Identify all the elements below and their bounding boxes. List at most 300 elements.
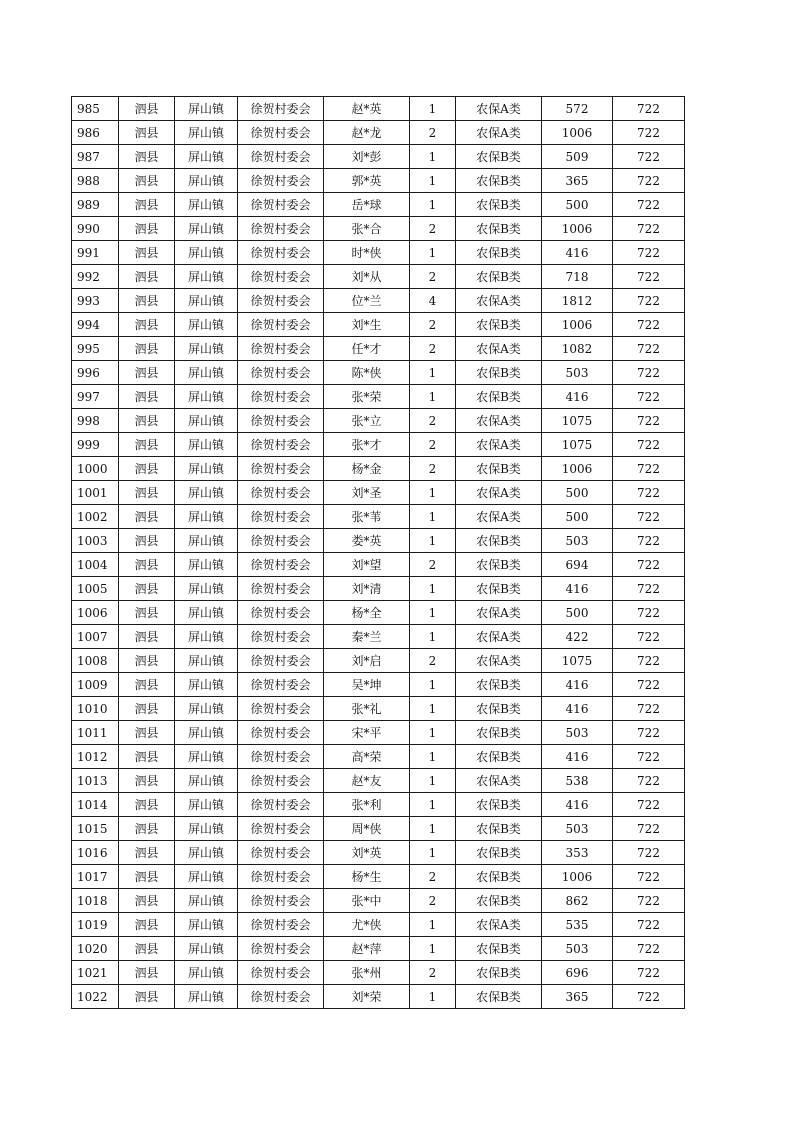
table-row [72, 625, 685, 649]
household-count-cell: 2 [410, 649, 456, 673]
code-cell: 722 [613, 265, 685, 289]
code-cell: 722 [613, 769, 685, 793]
household-count-cell: 2 [410, 121, 456, 145]
code-cell: 722 [613, 481, 685, 505]
town-cell: 屏山镇 [175, 937, 238, 961]
village-cell: 徐贺村委会 [238, 601, 324, 625]
category-cell: 农保B类 [456, 241, 542, 265]
town-cell: 屏山镇 [175, 409, 238, 433]
village-cell: 徐贺村委会 [238, 193, 324, 217]
table-row [72, 313, 685, 337]
code-cell: 722 [613, 793, 685, 817]
county-cell: 泗县 [119, 865, 175, 889]
amount-cell: 694 [542, 553, 613, 577]
village-cell: 徐贺村委会 [238, 265, 324, 289]
code-cell: 722 [613, 361, 685, 385]
county-cell: 泗县 [119, 721, 175, 745]
household-count-cell: 2 [410, 433, 456, 457]
amount-cell: 572 [542, 97, 613, 121]
category-cell: 农保B类 [456, 169, 542, 193]
category-cell: 农保B类 [456, 793, 542, 817]
town-cell: 屏山镇 [175, 721, 238, 745]
name-cell: 刘*望 [324, 553, 410, 577]
row-number-cell: 997 [72, 385, 119, 409]
name-cell: 张*荣 [324, 385, 410, 409]
village-cell: 徐贺村委会 [238, 529, 324, 553]
name-cell: 刘*英 [324, 841, 410, 865]
village-cell: 徐贺村委会 [238, 361, 324, 385]
village-cell: 徐贺村委会 [238, 313, 324, 337]
county-cell: 泗县 [119, 529, 175, 553]
table-row [72, 601, 685, 625]
row-number-cell: 1008 [72, 649, 119, 673]
amount-cell: 1075 [542, 409, 613, 433]
code-cell: 722 [613, 97, 685, 121]
village-cell: 徐贺村委会 [238, 889, 324, 913]
category-cell: 农保B类 [456, 145, 542, 169]
village-cell: 徐贺村委会 [238, 553, 324, 577]
amount-cell: 416 [542, 745, 613, 769]
household-count-cell: 1 [410, 577, 456, 601]
household-count-cell: 1 [410, 385, 456, 409]
county-cell: 泗县 [119, 193, 175, 217]
town-cell: 屏山镇 [175, 313, 238, 337]
household-count-cell: 1 [410, 985, 456, 1009]
village-cell: 徐贺村委会 [238, 721, 324, 745]
name-cell: 周*侠 [324, 817, 410, 841]
table-row [72, 961, 685, 985]
row-number-cell: 986 [72, 121, 119, 145]
table-row [72, 433, 685, 457]
table-row [72, 385, 685, 409]
code-cell: 722 [613, 865, 685, 889]
amount-cell: 503 [542, 937, 613, 961]
county-cell: 泗县 [119, 937, 175, 961]
table-row [72, 769, 685, 793]
town-cell: 屏山镇 [175, 865, 238, 889]
county-cell: 泗县 [119, 769, 175, 793]
table-row [72, 529, 685, 553]
code-cell: 722 [613, 841, 685, 865]
county-cell: 泗县 [119, 169, 175, 193]
county-cell: 泗县 [119, 817, 175, 841]
code-cell: 722 [613, 937, 685, 961]
code-cell: 722 [613, 673, 685, 697]
name-cell: 赵*龙 [324, 121, 410, 145]
code-cell: 722 [613, 409, 685, 433]
village-cell: 徐贺村委会 [238, 745, 324, 769]
category-cell: 农保B类 [456, 385, 542, 409]
household-count-cell: 1 [410, 793, 456, 817]
town-cell: 屏山镇 [175, 745, 238, 769]
name-cell: 岳*球 [324, 193, 410, 217]
category-cell: 农保A类 [456, 649, 542, 673]
code-cell: 722 [613, 745, 685, 769]
category-cell: 农保B类 [456, 313, 542, 337]
household-count-cell: 2 [410, 457, 456, 481]
row-number-cell: 995 [72, 337, 119, 361]
county-cell: 泗县 [119, 337, 175, 361]
name-cell: 杨*全 [324, 601, 410, 625]
category-cell: 农保B类 [456, 265, 542, 289]
row-number-cell: 1009 [72, 673, 119, 697]
county-cell: 泗县 [119, 793, 175, 817]
village-cell: 徐贺村委会 [238, 673, 324, 697]
village-cell: 徐贺村委会 [238, 577, 324, 601]
county-cell: 泗县 [119, 649, 175, 673]
row-number-cell: 1011 [72, 721, 119, 745]
code-cell: 722 [613, 169, 685, 193]
amount-cell: 538 [542, 769, 613, 793]
table-row [72, 985, 685, 1009]
amount-cell: 1006 [542, 121, 613, 145]
name-cell: 张*苇 [324, 505, 410, 529]
household-count-cell: 1 [410, 169, 456, 193]
town-cell: 屏山镇 [175, 625, 238, 649]
category-cell: 农保B类 [456, 577, 542, 601]
row-number-cell: 1013 [72, 769, 119, 793]
code-cell: 722 [613, 433, 685, 457]
town-cell: 屏山镇 [175, 673, 238, 697]
town-cell: 屏山镇 [175, 457, 238, 481]
amount-cell: 696 [542, 961, 613, 985]
row-number-cell: 1001 [72, 481, 119, 505]
town-cell: 屏山镇 [175, 265, 238, 289]
table-row [72, 121, 685, 145]
row-number-cell: 1005 [72, 577, 119, 601]
village-cell: 徐贺村委会 [238, 97, 324, 121]
code-cell: 722 [613, 601, 685, 625]
household-count-cell: 1 [410, 601, 456, 625]
code-cell: 722 [613, 145, 685, 169]
category-cell: 农保B类 [456, 745, 542, 769]
amount-cell: 1006 [542, 313, 613, 337]
table-row [72, 793, 685, 817]
town-cell: 屏山镇 [175, 913, 238, 937]
amount-cell: 1082 [542, 337, 613, 361]
county-cell: 泗县 [119, 121, 175, 145]
town-cell: 屏山镇 [175, 769, 238, 793]
household-count-cell: 2 [410, 865, 456, 889]
amount-cell: 365 [542, 169, 613, 193]
household-count-cell: 1 [410, 361, 456, 385]
name-cell: 高*荣 [324, 745, 410, 769]
name-cell: 刘*圣 [324, 481, 410, 505]
category-cell: 农保B类 [456, 529, 542, 553]
town-cell: 屏山镇 [175, 481, 238, 505]
county-cell: 泗县 [119, 505, 175, 529]
table-row [72, 145, 685, 169]
amount-cell: 365 [542, 985, 613, 1009]
town-cell: 屏山镇 [175, 577, 238, 601]
amount-cell: 500 [542, 505, 613, 529]
village-cell: 徐贺村委会 [238, 841, 324, 865]
county-cell: 泗县 [119, 985, 175, 1009]
name-cell: 赵*萍 [324, 937, 410, 961]
name-cell: 赵*英 [324, 97, 410, 121]
county-cell: 泗县 [119, 961, 175, 985]
table-row [72, 913, 685, 937]
row-number-cell: 994 [72, 313, 119, 337]
town-cell: 屏山镇 [175, 217, 238, 241]
amount-cell: 353 [542, 841, 613, 865]
table-row [72, 889, 685, 913]
village-cell: 徐贺村委会 [238, 241, 324, 265]
household-count-cell: 1 [410, 193, 456, 217]
town-cell: 屏山镇 [175, 553, 238, 577]
code-cell: 722 [613, 217, 685, 241]
category-cell: 农保A类 [456, 409, 542, 433]
village-cell: 徐贺村委会 [238, 769, 324, 793]
name-cell: 张*才 [324, 433, 410, 457]
village-cell: 徐贺村委会 [238, 337, 324, 361]
town-cell: 屏山镇 [175, 241, 238, 265]
county-cell: 泗县 [119, 289, 175, 313]
row-number-cell: 1004 [72, 553, 119, 577]
table-row [72, 841, 685, 865]
name-cell: 刘*生 [324, 313, 410, 337]
table-row [72, 337, 685, 361]
row-number-cell: 987 [72, 145, 119, 169]
name-cell: 张*合 [324, 217, 410, 241]
household-count-cell: 1 [410, 745, 456, 769]
town-cell: 屏山镇 [175, 529, 238, 553]
household-count-cell: 1 [410, 721, 456, 745]
category-cell: 农保B类 [456, 193, 542, 217]
category-cell: 农保A类 [456, 601, 542, 625]
name-cell: 时*侠 [324, 241, 410, 265]
amount-cell: 1812 [542, 289, 613, 313]
category-cell: 农保B类 [456, 553, 542, 577]
household-count-cell: 1 [410, 673, 456, 697]
row-number-cell: 993 [72, 289, 119, 313]
village-cell: 徐贺村委会 [238, 145, 324, 169]
row-number-cell: 1002 [72, 505, 119, 529]
table-row [72, 937, 685, 961]
row-number-cell: 1007 [72, 625, 119, 649]
name-cell: 刘*从 [324, 265, 410, 289]
village-cell: 徐贺村委会 [238, 625, 324, 649]
table-row [72, 169, 685, 193]
town-cell: 屏山镇 [175, 193, 238, 217]
row-number-cell: 990 [72, 217, 119, 241]
category-cell: 农保A类 [456, 97, 542, 121]
household-count-cell: 2 [410, 553, 456, 577]
category-cell: 农保B类 [456, 961, 542, 985]
category-cell: 农保B类 [456, 817, 542, 841]
code-cell: 722 [613, 529, 685, 553]
row-number-cell: 991 [72, 241, 119, 265]
name-cell: 刘*彭 [324, 145, 410, 169]
table-row [72, 361, 685, 385]
category-cell: 农保B类 [456, 841, 542, 865]
household-count-cell: 1 [410, 625, 456, 649]
category-cell: 农保B类 [456, 865, 542, 889]
category-cell: 农保A类 [456, 769, 542, 793]
category-cell: 农保B类 [456, 889, 542, 913]
row-number-cell: 1000 [72, 457, 119, 481]
category-cell: 农保A类 [456, 433, 542, 457]
town-cell: 屏山镇 [175, 889, 238, 913]
county-cell: 泗县 [119, 673, 175, 697]
row-number-cell: 989 [72, 193, 119, 217]
county-cell: 泗县 [119, 889, 175, 913]
county-cell: 泗县 [119, 553, 175, 577]
category-cell: 农保A类 [456, 505, 542, 529]
amount-cell: 718 [542, 265, 613, 289]
county-cell: 泗县 [119, 361, 175, 385]
name-cell: 刘*清 [324, 577, 410, 601]
code-cell: 722 [613, 961, 685, 985]
household-count-cell: 2 [410, 265, 456, 289]
records-table [71, 96, 685, 1009]
village-cell: 徐贺村委会 [238, 289, 324, 313]
table-row [72, 481, 685, 505]
village-cell: 徐贺村委会 [238, 457, 324, 481]
table-row [72, 577, 685, 601]
amount-cell: 416 [542, 697, 613, 721]
code-cell: 722 [613, 889, 685, 913]
row-number-cell: 985 [72, 97, 119, 121]
name-cell: 杨*生 [324, 865, 410, 889]
table-row [72, 721, 685, 745]
amount-cell: 1075 [542, 433, 613, 457]
village-cell: 徐贺村委会 [238, 793, 324, 817]
amount-cell: 422 [542, 625, 613, 649]
town-cell: 屏山镇 [175, 289, 238, 313]
name-cell: 张*立 [324, 409, 410, 433]
household-count-cell: 1 [410, 697, 456, 721]
code-cell: 722 [613, 697, 685, 721]
village-cell: 徐贺村委会 [238, 409, 324, 433]
category-cell: 农保B类 [456, 457, 542, 481]
code-cell: 722 [613, 241, 685, 265]
row-number-cell: 1012 [72, 745, 119, 769]
village-cell: 徐贺村委会 [238, 433, 324, 457]
category-cell: 农保B类 [456, 361, 542, 385]
amount-cell: 503 [542, 361, 613, 385]
row-number-cell: 998 [72, 409, 119, 433]
table-row [72, 553, 685, 577]
code-cell: 722 [613, 721, 685, 745]
table-row [72, 193, 685, 217]
table-row [72, 673, 685, 697]
code-cell: 722 [613, 625, 685, 649]
county-cell: 泗县 [119, 265, 175, 289]
code-cell: 722 [613, 313, 685, 337]
row-number-cell: 1016 [72, 841, 119, 865]
amount-cell: 1075 [542, 649, 613, 673]
household-count-cell: 2 [410, 409, 456, 433]
county-cell: 泗县 [119, 409, 175, 433]
town-cell: 屏山镇 [175, 793, 238, 817]
table-row [72, 409, 685, 433]
row-number-cell: 1010 [72, 697, 119, 721]
amount-cell: 500 [542, 193, 613, 217]
name-cell: 张*礼 [324, 697, 410, 721]
table-row [72, 745, 685, 769]
table-row [72, 289, 685, 313]
table-row [72, 649, 685, 673]
amount-cell: 1006 [542, 217, 613, 241]
name-cell: 吴*坤 [324, 673, 410, 697]
county-cell: 泗县 [119, 601, 175, 625]
row-number-cell: 992 [72, 265, 119, 289]
name-cell: 杨*金 [324, 457, 410, 481]
household-count-cell: 1 [410, 841, 456, 865]
household-count-cell: 1 [410, 241, 456, 265]
row-number-cell: 996 [72, 361, 119, 385]
row-number-cell: 1022 [72, 985, 119, 1009]
row-number-cell: 1006 [72, 601, 119, 625]
category-cell: 农保B类 [456, 697, 542, 721]
village-cell: 徐贺村委会 [238, 697, 324, 721]
village-cell: 徐贺村委会 [238, 121, 324, 145]
table-body [72, 97, 685, 1009]
village-cell: 徐贺村委会 [238, 817, 324, 841]
town-cell: 屏山镇 [175, 337, 238, 361]
county-cell: 泗县 [119, 697, 175, 721]
code-cell: 722 [613, 337, 685, 361]
town-cell: 屏山镇 [175, 601, 238, 625]
household-count-cell: 2 [410, 337, 456, 361]
table-row [72, 865, 685, 889]
row-number-cell: 1021 [72, 961, 119, 985]
county-cell: 泗县 [119, 433, 175, 457]
code-cell: 722 [613, 289, 685, 313]
village-cell: 徐贺村委会 [238, 913, 324, 937]
category-cell: 农保B类 [456, 673, 542, 697]
amount-cell: 509 [542, 145, 613, 169]
village-cell: 徐贺村委会 [238, 217, 324, 241]
code-cell: 722 [613, 577, 685, 601]
amount-cell: 503 [542, 529, 613, 553]
code-cell: 722 [613, 121, 685, 145]
name-cell: 郭*英 [324, 169, 410, 193]
household-count-cell: 1 [410, 505, 456, 529]
county-cell: 泗县 [119, 481, 175, 505]
town-cell: 屏山镇 [175, 145, 238, 169]
town-cell: 屏山镇 [175, 505, 238, 529]
county-cell: 泗县 [119, 385, 175, 409]
amount-cell: 535 [542, 913, 613, 937]
code-cell: 722 [613, 553, 685, 577]
name-cell: 张*中 [324, 889, 410, 913]
table-row [72, 265, 685, 289]
household-count-cell: 1 [410, 817, 456, 841]
county-cell: 泗县 [119, 145, 175, 169]
household-count-cell: 2 [410, 961, 456, 985]
category-cell: 农保A类 [456, 121, 542, 145]
county-cell: 泗县 [119, 625, 175, 649]
amount-cell: 416 [542, 241, 613, 265]
code-cell: 722 [613, 385, 685, 409]
row-number-cell: 1014 [72, 793, 119, 817]
name-cell: 陈*侠 [324, 361, 410, 385]
row-number-cell: 1003 [72, 529, 119, 553]
town-cell: 屏山镇 [175, 433, 238, 457]
code-cell: 722 [613, 985, 685, 1009]
table-row [72, 457, 685, 481]
town-cell: 屏山镇 [175, 97, 238, 121]
category-cell: 农保B类 [456, 985, 542, 1009]
table-row [72, 241, 685, 265]
table-row [72, 697, 685, 721]
town-cell: 屏山镇 [175, 385, 238, 409]
town-cell: 屏山镇 [175, 817, 238, 841]
amount-cell: 416 [542, 673, 613, 697]
county-cell: 泗县 [119, 313, 175, 337]
